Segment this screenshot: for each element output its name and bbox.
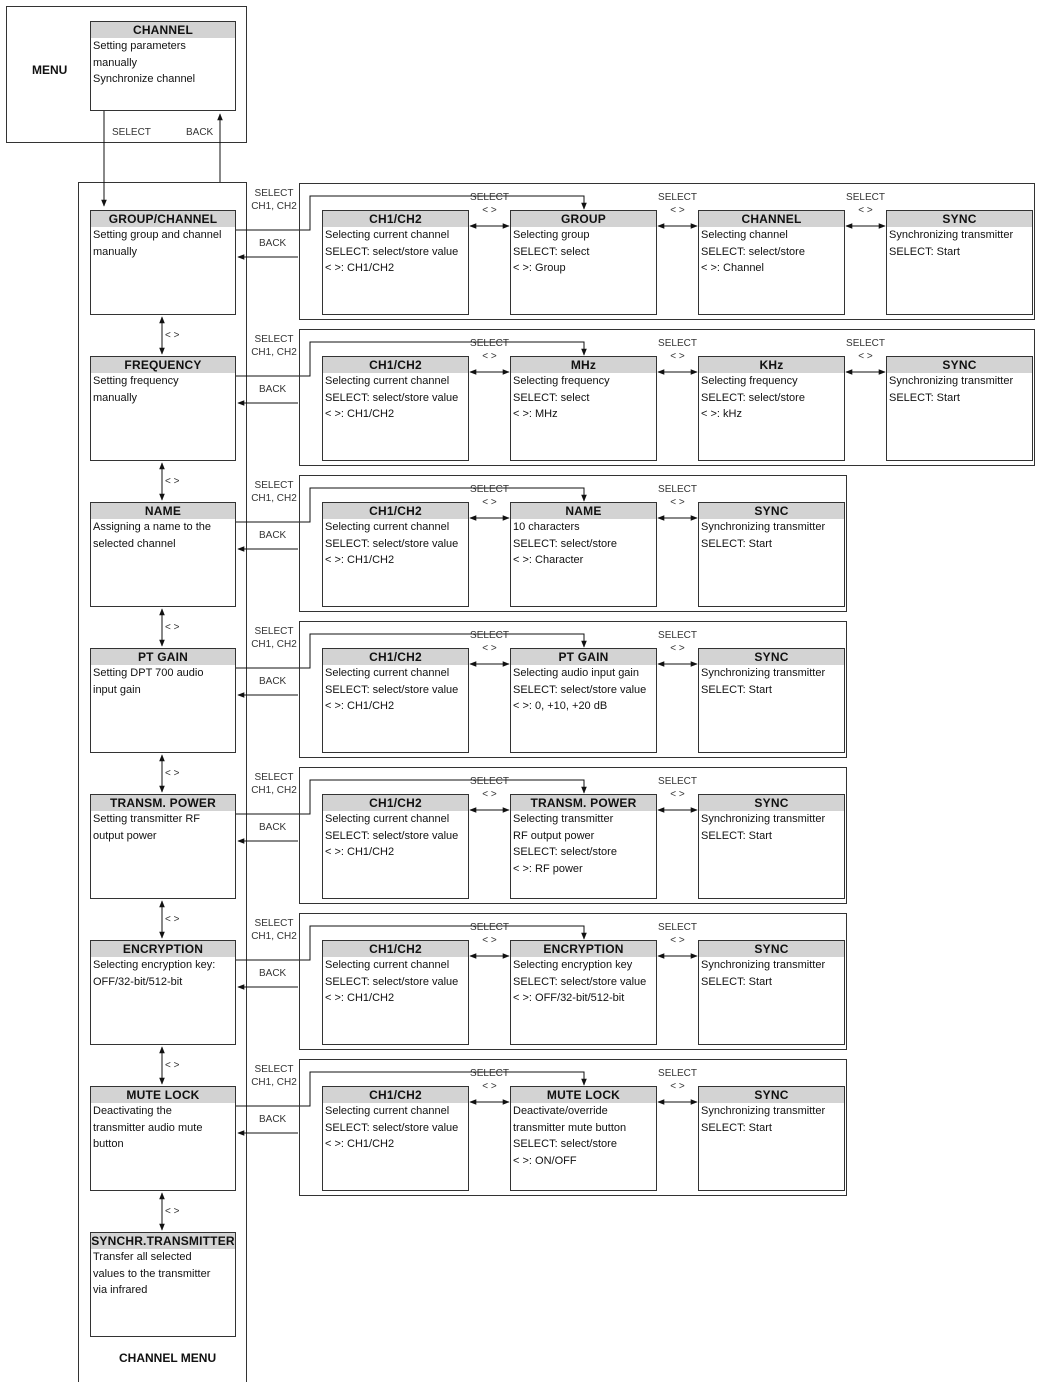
submenu-box-sync[interactable] xyxy=(698,1086,845,1191)
menu-item-transm-power-line: Setting transmitter RF xyxy=(93,813,200,825)
nav-label: < > xyxy=(858,351,873,362)
submenu-box-sync-line: Synchronizing transmitter xyxy=(701,667,826,679)
menu-item-mute-lock-title: MUTE LOCK xyxy=(91,1087,235,1103)
select-label: SELECT xyxy=(470,630,509,641)
nav-label: < > xyxy=(482,497,497,508)
back-label: BACK xyxy=(259,384,287,395)
submenu-box-ch1-ch2[interactable] xyxy=(322,648,469,753)
submenu-box-ch1-ch2-line: < >: CH1/CH2 xyxy=(325,408,395,420)
submenu-box-pt-gain-line: Selecting audio input gain xyxy=(513,667,639,679)
nav-label: < > xyxy=(482,351,497,362)
submenu-box-ch1-ch2-line: Selecting current channel xyxy=(325,667,450,679)
submenu-box-encryption-title: ENCRYPTION xyxy=(511,941,656,957)
menu-back-label: BACK xyxy=(186,127,214,138)
submenu-box-sync-line: SELECT: Start xyxy=(701,829,772,842)
submenu-box-encryption-line: < >: OFF/32-bit/512-bit xyxy=(513,992,625,1004)
nav-label: < > xyxy=(858,205,873,216)
submenu-box-sync-title: SYNC xyxy=(887,211,1032,227)
submenu-box-sync-title: SYNC xyxy=(699,503,844,519)
menu-item-encryption-title: ENCRYPTION xyxy=(91,941,235,957)
select-label: SELECT xyxy=(658,192,697,203)
nav-label: < > xyxy=(670,351,685,362)
submenu-box-sync-line: Synchronizing transmitter xyxy=(701,813,826,825)
submenu-box-sync[interactable] xyxy=(698,648,845,753)
submenu-box-khz-line: SELECT: select/store xyxy=(701,391,805,404)
submenu-box-transm-power-title: TRANSM. POWER xyxy=(511,795,656,811)
menu-item-synchr-transmitter-line: Transfer all selected xyxy=(93,1251,192,1263)
submenu-box-ch1-ch2[interactable] xyxy=(322,356,469,461)
submenu-box-khz-line: Selecting frequency xyxy=(701,375,798,387)
nav-label: < > xyxy=(670,205,685,216)
submenu-box-ch1-ch2-line: SELECT: select/store value xyxy=(325,683,459,696)
submenu-box-khz-line: < >: kHz xyxy=(701,408,742,420)
submenu-box-ch1-ch2-line: SELECT: select/store value xyxy=(325,245,459,258)
select-ch-label: CH1, CH2 xyxy=(251,493,297,504)
select-label: SELECT xyxy=(470,1068,509,1079)
menu-item-pt-gain-line: input gain xyxy=(93,683,141,696)
select-label: SELECT xyxy=(470,922,509,933)
back-label: BACK xyxy=(259,676,287,687)
submenu-box-ch1-ch2[interactable] xyxy=(322,794,469,899)
submenu-box-group-line: < >: Group xyxy=(513,262,566,274)
submenu-box-ch1-ch2-line: < >: CH1/CH2 xyxy=(325,1138,395,1150)
nav-label: < > xyxy=(165,329,180,341)
submenu-box-pt-gain[interactable] xyxy=(510,648,657,753)
select-label: SELECT xyxy=(658,1068,697,1079)
menu-item-name-title: NAME xyxy=(91,503,235,519)
submenu-box-mute-lock-line: < >: ON/OFF xyxy=(513,1154,577,1167)
submenu-box-ch1-ch2-line: SELECT: select/store value xyxy=(325,1121,459,1134)
select-label: SELECT xyxy=(658,776,697,787)
select-label: SELECT xyxy=(254,772,294,783)
back-label: BACK xyxy=(259,968,287,979)
submenu-box-name[interactable] xyxy=(510,502,657,607)
submenu-box-ch1-ch2-line: Selecting current channel xyxy=(325,375,450,387)
nav-label: < > xyxy=(670,789,685,800)
menu-item-frequency-line: Setting frequency xyxy=(93,375,179,387)
submenu-box-channel-line: Selecting channel xyxy=(701,229,788,241)
submenu-box-ch1-ch2-title: CH1/CH2 xyxy=(323,357,468,373)
submenu-box-sync[interactable] xyxy=(698,502,845,607)
select-ch-label: CH1, CH2 xyxy=(251,201,297,212)
menu-item-synchr-transmitter[interactable] xyxy=(90,1232,236,1337)
submenu-box-sync-line: Synchronizing transmitter xyxy=(701,959,826,971)
submenu-box-ch1-ch2-line: < >: CH1/CH2 xyxy=(325,554,395,566)
submenu-box-ch1-ch2-title: CH1/CH2 xyxy=(323,941,468,957)
select-label: SELECT xyxy=(470,192,509,203)
submenu-box-transm-power-line: RF output power xyxy=(513,829,595,842)
submenu-box-mute-lock-line: SELECT: select/store xyxy=(513,1138,617,1150)
select-label: SELECT xyxy=(254,918,294,929)
menu-item-frequency-title: FREQUENCY xyxy=(91,357,235,373)
submenu-box-ch1-ch2-line: < >: CH1/CH2 xyxy=(325,700,395,712)
menu-item-mute-lock-line: button xyxy=(93,1138,124,1150)
submenu-box-sync-title: SYNC xyxy=(699,941,844,957)
submenu-box-ch1-ch2-title: CH1/CH2 xyxy=(323,211,468,227)
menu-item-encryption-line: OFF/32-bit/512-bit xyxy=(93,975,183,988)
select-label: SELECT xyxy=(658,338,697,349)
submenu-box-ch1-ch2-line: < >: CH1/CH2 xyxy=(325,846,395,858)
menu-channel-line: Synchronize channel xyxy=(93,73,196,85)
submenu-box-group[interactable] xyxy=(510,210,657,315)
select-label: SELECT xyxy=(254,334,294,345)
submenu-box-sync-line: Synchronizing transmitter xyxy=(701,1105,826,1117)
submenu-box-group-title: GROUP xyxy=(511,211,656,227)
menu-item-group-channel-line: manually xyxy=(93,245,138,258)
submenu-box-sync-line: Synchronizing transmitter xyxy=(701,521,826,533)
submenu-box-ch1-ch2-line: < >: CH1/CH2 xyxy=(325,992,395,1004)
submenu-box-sync-line: Synchronizing transmitter xyxy=(889,229,1014,241)
nav-label: < > xyxy=(165,1059,180,1071)
submenu-box-ch1-ch2-line: SELECT: select/store value xyxy=(325,975,459,988)
submenu-box-ch1-ch2[interactable] xyxy=(322,210,469,315)
submenu-box-ch1-ch2-line: SELECT: select/store value xyxy=(325,829,459,842)
submenu-box-khz-title: KHz xyxy=(699,357,844,373)
submenu-box-mhz[interactable] xyxy=(510,356,657,461)
nav-label: < > xyxy=(482,643,497,654)
submenu-box-name-line: < >: Character xyxy=(513,554,584,566)
submenu-box-transm-power-line: Selecting transmitter xyxy=(513,813,614,825)
menu-item-mute-lock-line: Deactivating the xyxy=(93,1105,172,1117)
submenu-box-ch1-ch2-title: CH1/CH2 xyxy=(323,503,468,519)
menu-item-name-line: Assigning a name to the xyxy=(93,521,212,533)
submenu-box-channel-line: < >: Channel xyxy=(701,262,764,274)
submenu-box-name-title: NAME xyxy=(511,503,656,519)
submenu-box-mute-lock[interactable] xyxy=(510,1086,657,1191)
submenu-box-channel[interactable] xyxy=(698,210,845,315)
submenu-box-group-line: Selecting group xyxy=(513,229,590,241)
submenu-box-channel-title: CHANNEL xyxy=(699,211,844,227)
select-label: SELECT xyxy=(846,338,885,349)
submenu-box-ch1-ch2-line: SELECT: select/store value xyxy=(325,537,459,550)
submenu-box-sync-title: SYNC xyxy=(699,795,844,811)
nav-label: < > xyxy=(670,1081,685,1092)
channel-menu-label: CHANNEL MENU xyxy=(119,1351,217,1365)
select-label: SELECT xyxy=(254,1064,294,1075)
select-label: SELECT xyxy=(254,480,294,491)
select-label: SELECT xyxy=(846,192,885,203)
submenu-box-encryption[interactable] xyxy=(510,940,657,1045)
select-ch-label: CH1, CH2 xyxy=(251,347,297,358)
submenu-box-sync-line: SELECT: Start xyxy=(889,391,960,404)
submenu-box-sync[interactable] xyxy=(886,210,1033,315)
menu-item-group-channel-line: Setting group and channel xyxy=(93,229,222,241)
submenu-box-ch1-ch2-line: Selecting current channel xyxy=(325,521,450,533)
select-label: SELECT xyxy=(658,922,697,933)
submenu-box-encryption-line: SELECT: select/store value xyxy=(513,975,647,988)
submenu-box-khz[interactable] xyxy=(698,356,845,461)
submenu-box-sync-line: SELECT: Start xyxy=(701,1121,772,1134)
menu-item-pt-gain-line: Setting DPT 700 audio xyxy=(93,667,204,679)
submenu-box-pt-gain-line: SELECT: select/store value xyxy=(513,683,647,696)
nav-label: < > xyxy=(165,767,180,779)
select-label: SELECT xyxy=(470,776,509,787)
submenu-box-transm-power-line: < >: RF power xyxy=(513,862,583,875)
submenu-box-name-line: SELECT: select/store xyxy=(513,537,617,550)
menu-item-pt-gain[interactable] xyxy=(90,648,236,753)
nav-label: < > xyxy=(670,643,685,654)
menu-channel-line: manually xyxy=(93,56,138,69)
menu-item-pt-gain-title: PT GAIN xyxy=(91,649,235,665)
submenu-box-sync-title: SYNC xyxy=(699,649,844,665)
menu-item-transm-power-line: output power xyxy=(93,829,157,842)
submenu-box-ch1-ch2-line: Selecting current channel xyxy=(325,1105,450,1117)
submenu-box-mhz-title: MHz xyxy=(511,357,656,373)
select-ch-label: CH1, CH2 xyxy=(251,639,297,650)
submenu-box-ch1-ch2-title: CH1/CH2 xyxy=(323,795,468,811)
submenu-box-ch1-ch2-line: SELECT: select/store value xyxy=(325,391,459,404)
select-ch-label: CH1, CH2 xyxy=(251,785,297,796)
submenu-box-ch1-ch2[interactable] xyxy=(322,940,469,1045)
submenu-box-sync-line: SELECT: Start xyxy=(701,537,772,550)
submenu-box-sync-line: SELECT: Start xyxy=(889,245,960,258)
submenu-box-mhz-line: SELECT: select xyxy=(513,391,590,404)
nav-label: < > xyxy=(670,935,685,946)
submenu-box-transm-power[interactable] xyxy=(510,794,657,899)
submenu-box-sync-title: SYNC xyxy=(699,1087,844,1103)
submenu-box-ch1-ch2-line: Selecting current channel xyxy=(325,959,450,971)
submenu-box-mute-lock-title: MUTE LOCK xyxy=(511,1087,656,1103)
select-label: SELECT xyxy=(658,484,697,495)
submenu-box-channel-line: SELECT: select/store xyxy=(701,245,805,258)
submenu-box-ch1-ch2[interactable] xyxy=(322,502,469,607)
nav-label: < > xyxy=(482,789,497,800)
submenu-box-name-line: 10 characters xyxy=(513,521,580,533)
submenu-box-ch1-ch2-line: Selecting current channel xyxy=(325,229,450,241)
menu-item-frequency[interactable] xyxy=(90,356,236,461)
nav-label: < > xyxy=(165,475,180,487)
nav-label: < > xyxy=(482,935,497,946)
menu-item-mute-lock[interactable] xyxy=(90,1086,236,1191)
nav-label: < > xyxy=(165,621,180,633)
submenu-box-ch1-ch2-title: CH1/CH2 xyxy=(323,1087,468,1103)
menu-item-synchr-transmitter-line: values to the transmitter xyxy=(93,1267,211,1280)
menu-item-name-line: selected channel xyxy=(93,537,176,550)
back-label: BACK xyxy=(259,822,287,833)
submenu-box-group-line: SELECT: select xyxy=(513,245,590,258)
menu-item-encryption[interactable] xyxy=(90,940,236,1045)
submenu-box-ch1-ch2[interactable] xyxy=(322,1086,469,1191)
submenu-box-sync[interactable] xyxy=(698,940,845,1045)
nav-label: < > xyxy=(165,1205,180,1217)
submenu-box-ch1-ch2-title: CH1/CH2 xyxy=(323,649,468,665)
submenu-box-sync[interactable] xyxy=(886,356,1033,461)
submenu-box-sync[interactable] xyxy=(698,794,845,899)
back-label: BACK xyxy=(259,530,287,541)
submenu-box-encryption-line: Selecting encryption key xyxy=(513,959,633,971)
menu-channel-title: CHANNEL xyxy=(91,22,235,38)
menu-item-group-channel[interactable] xyxy=(90,210,236,315)
submenu-box-ch1-ch2-line: < >: CH1/CH2 xyxy=(325,262,395,274)
menu-select-label: SELECT xyxy=(112,127,151,138)
menu-item-encryption-line: Selecting encryption key: xyxy=(93,959,216,971)
menu-item-frequency-line: manually xyxy=(93,391,138,404)
submenu-box-mhz-line: Selecting frequency xyxy=(513,375,610,387)
select-ch-label: CH1, CH2 xyxy=(251,1077,297,1088)
submenu-box-transm-power-line: SELECT: select/store xyxy=(513,846,617,858)
nav-label: < > xyxy=(165,913,180,925)
menu-item-synchr-transmitter-title: SYNCHR.TRANSMITTER xyxy=(91,1234,235,1248)
select-label: SELECT xyxy=(470,484,509,495)
submenu-box-sync-line: SELECT: Start xyxy=(701,975,772,988)
submenu-box-mute-lock-line: Deactivate/override xyxy=(513,1105,608,1117)
submenu-box-pt-gain-title: PT GAIN xyxy=(511,649,656,665)
menu-channel-line: Setting parameters xyxy=(93,40,186,52)
nav-label: < > xyxy=(482,205,497,216)
select-label: SELECT xyxy=(658,630,697,641)
submenu-box-pt-gain-line: < >: 0, +10, +20 dB xyxy=(513,700,608,712)
nav-label: < > xyxy=(670,497,685,508)
select-label: SELECT xyxy=(470,338,509,349)
submenu-box-sync-line: Synchronizing transmitter xyxy=(889,375,1014,387)
menu-item-mute-lock-line: transmitter audio mute xyxy=(93,1121,203,1134)
back-label: BACK xyxy=(259,238,287,249)
submenu-box-mute-lock-line: transmitter mute button xyxy=(513,1121,627,1134)
select-label: SELECT xyxy=(254,626,294,637)
submenu-box-mhz-line: < >: MHz xyxy=(513,408,558,420)
select-label: SELECT xyxy=(254,188,294,199)
menu-item-transm-power-title: TRANSM. POWER xyxy=(91,795,235,811)
menu-item-group-channel-title: GROUP/CHANNEL xyxy=(91,211,235,227)
submenu-box-sync-line: SELECT: Start xyxy=(701,683,772,696)
back-label: BACK xyxy=(259,1114,287,1125)
menu-label: MENU xyxy=(32,63,68,77)
menu-item-name[interactable] xyxy=(90,502,236,607)
select-ch-label: CH1, CH2 xyxy=(251,931,297,942)
menu-item-synchr-transmitter-line: via infrared xyxy=(93,1284,148,1296)
menu-item-transm-power[interactable] xyxy=(90,794,236,899)
submenu-box-sync-title: SYNC xyxy=(887,357,1032,373)
submenu-box-ch1-ch2-line: Selecting current channel xyxy=(325,813,450,825)
nav-label: < > xyxy=(482,1081,497,1092)
